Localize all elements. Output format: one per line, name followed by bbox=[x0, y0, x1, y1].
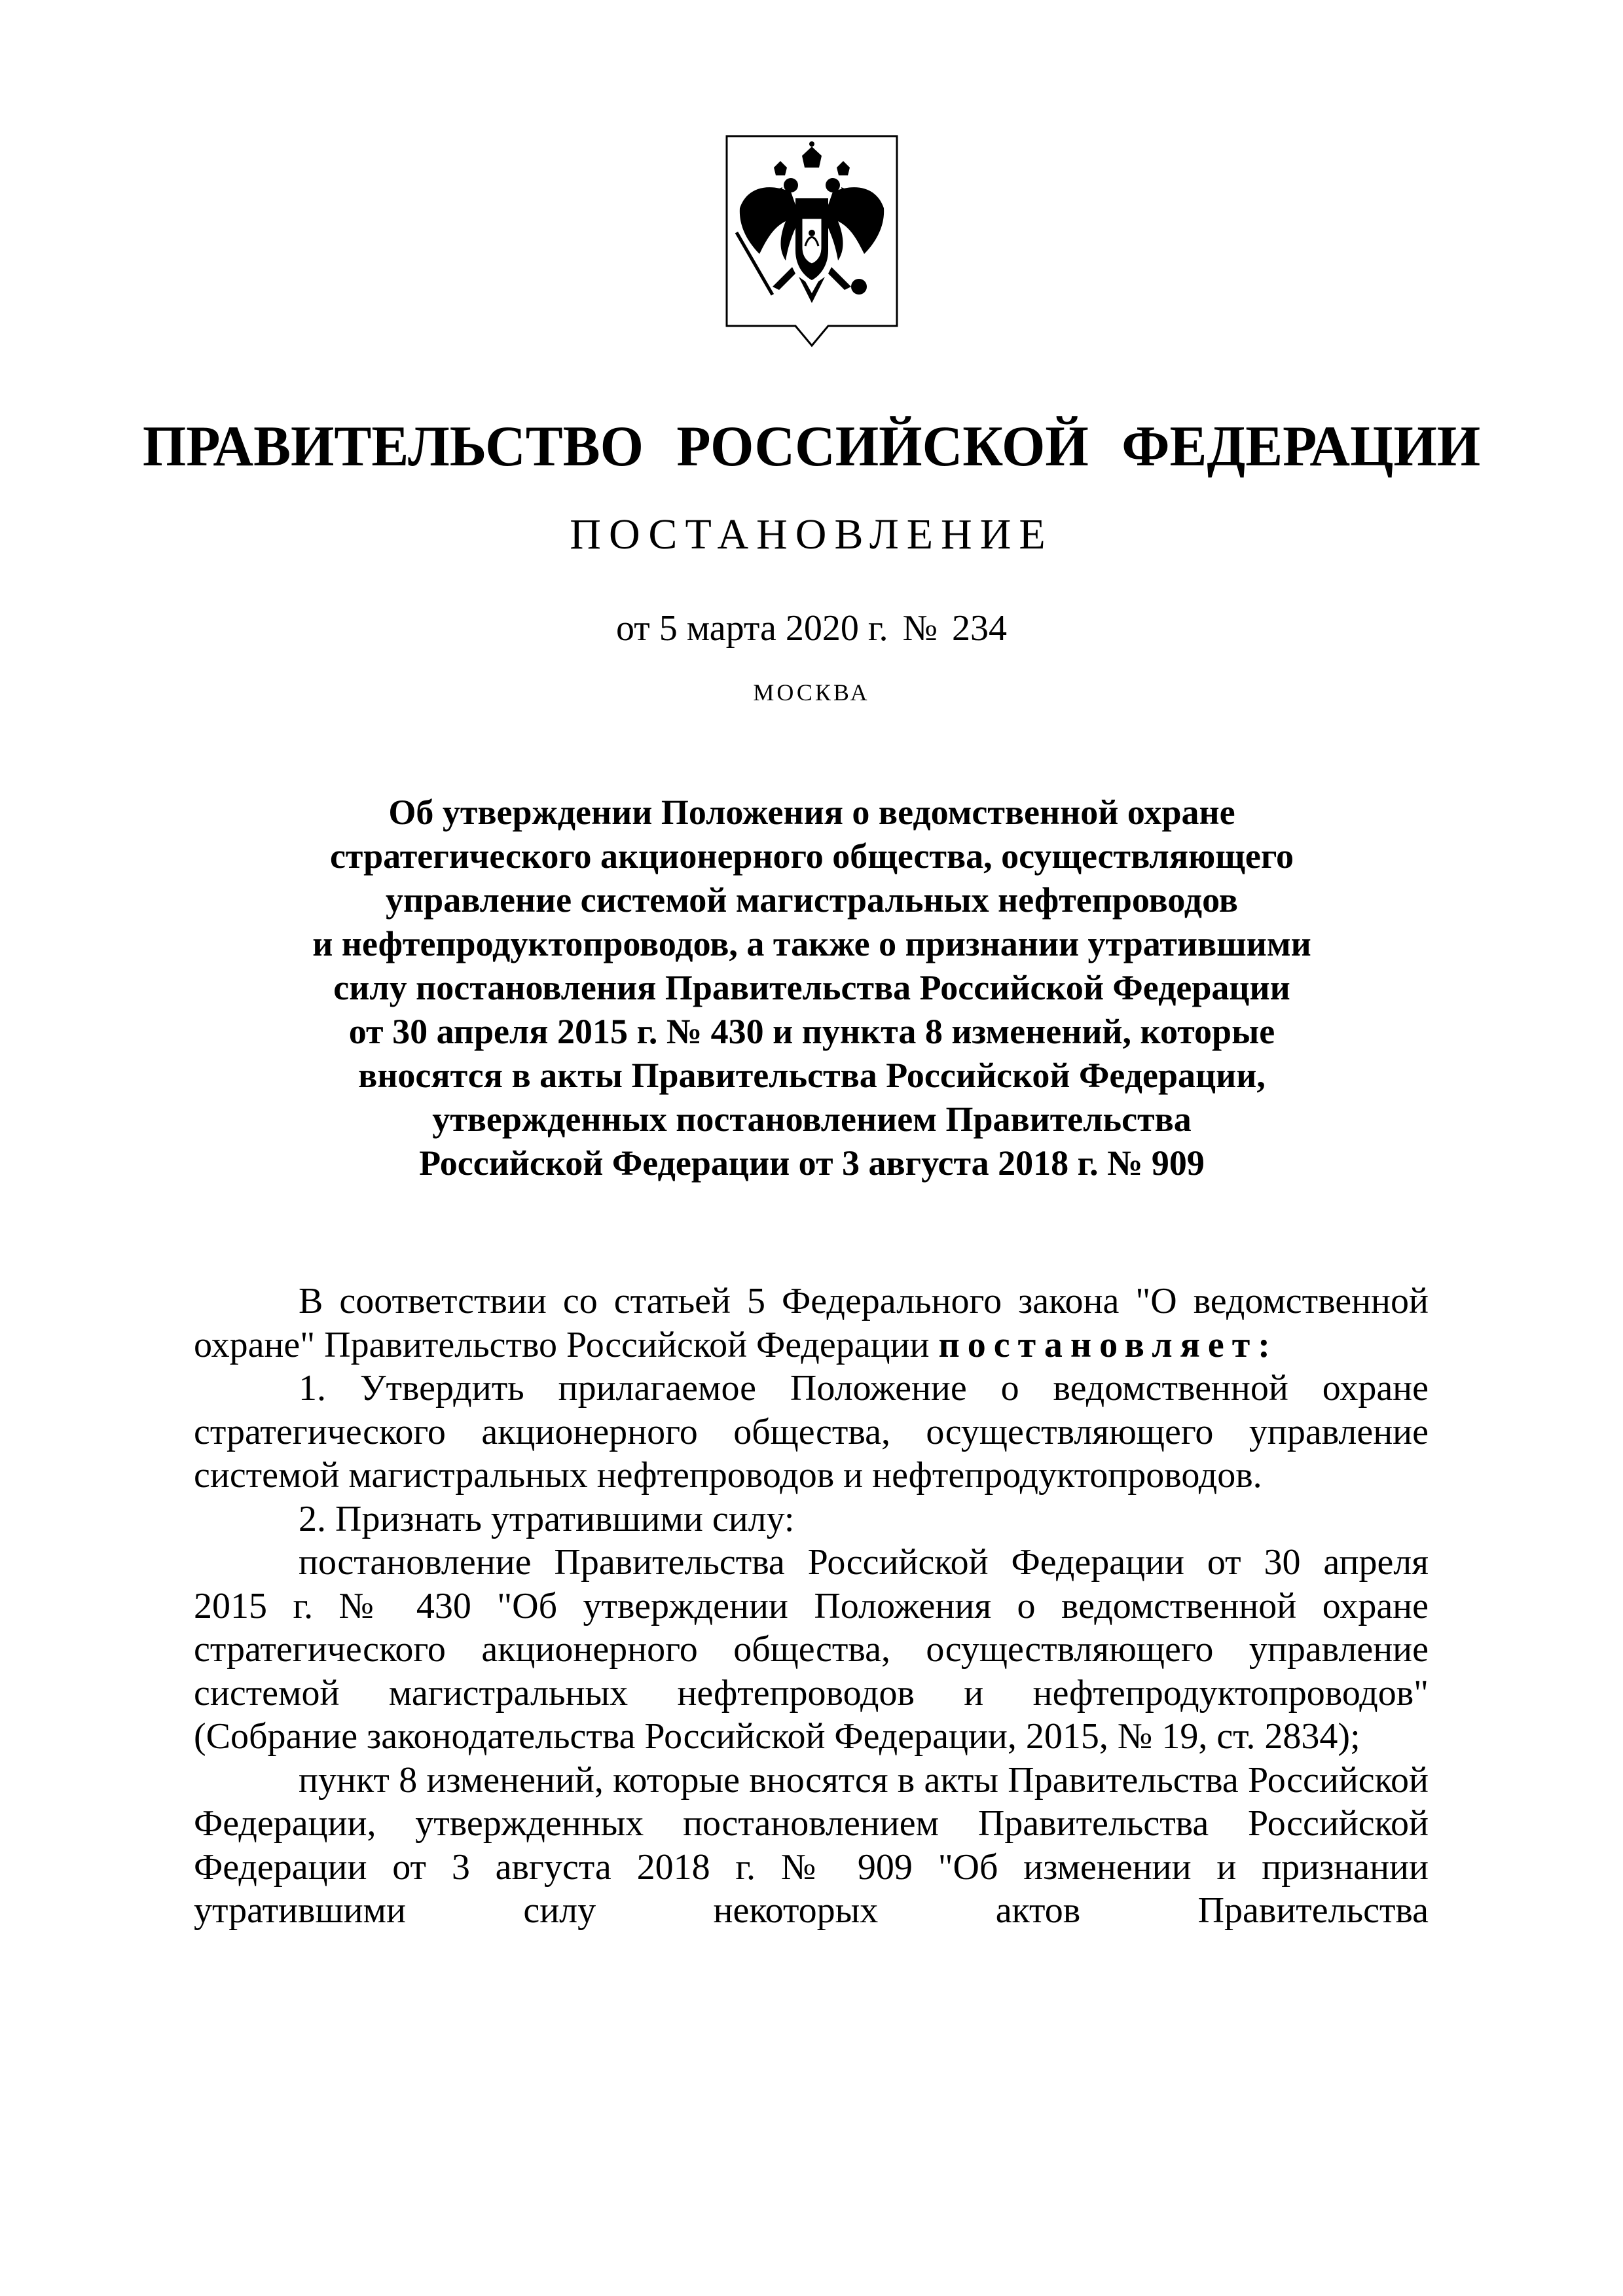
item-2b-paragraph: пункт 8 изменений, которые вносятся в акты Правительства Российской Федерации, утвержденных постановлением Правительства Российской Федерации от 3 августа 2018 г. № 909 "Об изменении и признании утратившими силу некоторых актов Правительства bbox=[194, 1759, 1429, 1931]
subject-line: от 30 апреля 2015 г. № 430 и пункта 8 изменений, которые bbox=[348, 1012, 1275, 1051]
date-number-line bbox=[0, 602, 1623, 655]
document-date: от 5 марта 2020 г. bbox=[615, 608, 888, 649]
item-1-paragraph: 1. Утвердить прилагаемое Положение о ведомственной охране стратегического акционерного общества, осуществляющего управление системой магистральных нефтепроводов и нефтепродуктопроводов. bbox=[194, 1368, 1429, 1496]
subject-line: Об утверждении Положения о ведомственной охране bbox=[388, 793, 1235, 832]
subject-line: и нефтепродуктопроводов, а также о признании утратившими bbox=[312, 924, 1311, 963]
subject-line: Российской Федерации от 3 августа 2018 г. № 909 bbox=[419, 1143, 1205, 1183]
subject-line: управление системой магистральных нефтепроводов bbox=[386, 880, 1238, 920]
coat-of-arms-emblem bbox=[714, 130, 910, 365]
preamble-text: В соответствии со статьей 5 Федерального закона "О ведомственной охране" Правительство Российской Федерации bbox=[194, 1281, 1429, 1365]
government-title: ПРАВИТЕЛЬСТВО РОССИЙСКОЙ ФЕДЕРАЦИИ bbox=[142, 415, 1481, 478]
item-2-paragraph: 2. Признать утратившими силу: bbox=[299, 1498, 795, 1539]
item-2a-paragraph: постановление Правительства Российской Федерации от 30 апреля 2015 г. № 430 "Об утверждении Положения о ведомственной охране стратегического акционерного общества, осуществляющего управление системой магистральных нефтепроводов и нефтепродуктопроводов" (Собрание законодательства Российской Федерации, 2015, № 19, ст. 2834); bbox=[194, 1542, 1429, 1757]
document-type: ПОСТАНОВЛЕНИЕ bbox=[570, 511, 1053, 558]
preamble-paragraph bbox=[194, 1280, 1429, 1367]
subject-line: вносятся в акты Правительства Российской Федерации, bbox=[358, 1056, 1266, 1095]
subject-line: силу постановления Правительства Российской Федерации bbox=[333, 968, 1290, 1007]
subject-line: стратегического акционерного общества, осуществляющего bbox=[329, 836, 1294, 876]
city: МОСКВА bbox=[753, 679, 870, 706]
document-subject bbox=[196, 791, 1427, 1185]
subject-line: утвержденных постановлением Правительства bbox=[432, 1100, 1192, 1139]
number-sign: № bbox=[902, 608, 938, 649]
document-number: 234 bbox=[952, 608, 1007, 649]
preamble-action: постановляет: bbox=[938, 1324, 1278, 1365]
document-body bbox=[194, 1280, 1429, 1933]
